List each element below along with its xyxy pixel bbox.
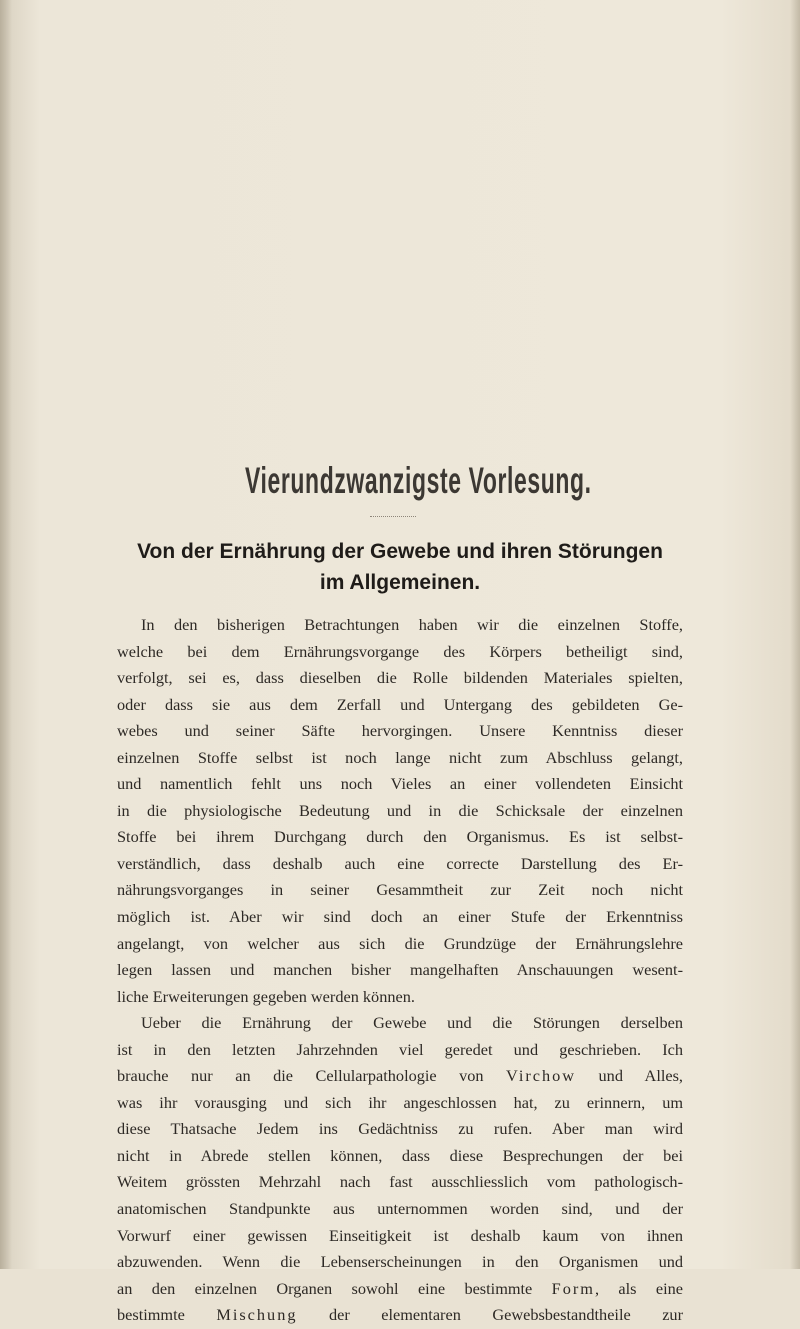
text-line <box>117 1276 683 1303</box>
text-line: legen lassen und manchen bisher mangelhaften Anschauungen wesent- <box>117 960 683 980</box>
section-heading <box>130 536 670 598</box>
body-text <box>117 612 683 1329</box>
text-run: bestimmte <box>117 1305 217 1325</box>
emphasis-form: Form <box>551 1278 595 1298</box>
text-line: Weitem grössten Mehrzahl nach fast ausschliesslich vom pathologisch- <box>117 1172 683 1192</box>
text-line: nährungsvorganges in seiner Gesammtheit zur Zeit noch nicht <box>117 880 683 900</box>
text-line: verfolgt, sei es, dass dieselben die Rolle bildenden Materiales spielten, <box>117 668 683 688</box>
title-rule <box>370 516 416 517</box>
text-run: , als eine <box>594 1278 683 1298</box>
text-line: und namentlich fehlt uns noch Vieles an einer vollendeten Einsicht <box>117 774 683 794</box>
chapter-title: Vierundzwanzigste Vorlesung. <box>245 460 592 501</box>
text-line: webes und seiner Säfte hervorgingen. Unsere Kenntniss dieser <box>117 721 683 741</box>
text-line: liche Erweiterungen gegeben werden können. <box>117 986 415 1006</box>
text-line: Stoffe bei ihrem Durchgang durch den Organismus. Es ist selbst- <box>117 827 683 847</box>
text-line: angelangt, von welcher aus sich die Grundzüge der Ernährungslehre <box>117 933 683 953</box>
section-heading-line-2: im Allgemeinen. <box>319 571 481 594</box>
text-line <box>117 1063 683 1090</box>
text-line: Ueber die Ernährung der Gewebe und die Störungen derselben <box>141 1013 683 1033</box>
text-line: möglich ist. Aber wir sind doch an einer Stufe der Erkenntniss <box>117 907 683 927</box>
text-line: in die physiologische Bedeutung und in die Schicksale der einzelnen <box>117 800 683 820</box>
text-run: der elementaren Gewebsbestandtheile zur <box>297 1305 683 1325</box>
text-line <box>117 1302 683 1329</box>
text-line: diese Thatsache Jedem ins Gedächtniss zu rufen. Aber man wird <box>117 1119 683 1139</box>
text-line: abzuwenden. Wenn die Lebenserscheinungen in den Organismen und <box>117 1252 683 1272</box>
text-line: welche bei dem Ernährungsvorgange des Körpers betheiligt sind, <box>117 641 683 661</box>
text-line: anatomischen Standpunkte aus unternommen worden sind, und der <box>117 1199 683 1219</box>
text-line: Vorwurf einer gewissen Einseitigkeit ist deshalb kaum von ihnen <box>117 1225 683 1245</box>
text-line: In den bisherigen Betrachtungen haben wir die einzelnen Stoffe, <box>141 615 683 634</box>
text-line: nicht in Abrede stellen können, dass diese Besprechungen der bei <box>117 1145 683 1165</box>
text-run: und Alles, <box>576 1066 683 1086</box>
text-run: brauche nur an die Cellularpathologie von <box>117 1066 507 1086</box>
emphasis-mischung: Mischung <box>216 1305 298 1325</box>
text-line: ist in den letzten Jahrzehnden viel geredet und geschrieben. Ich <box>117 1039 683 1059</box>
text-run: an den einzelnen Organen sowohl eine bestimmte <box>117 1278 552 1298</box>
section-heading-line-1: Von der Ernährung der Gewebe und ihren Störungen <box>137 540 663 563</box>
text-line: was ihr vorausging und sich ihr angeschlossen hat, zu erinnern, um <box>117 1092 683 1112</box>
text-line: einzelnen Stoffe selbst ist noch lange nicht zum Abschluss gelangt, <box>117 747 683 767</box>
text-line: oder dass sie aus dem Zerfall und Untergang des gebildeten Ge- <box>117 694 683 714</box>
author-name: Virchow <box>506 1066 577 1086</box>
text-line: verständlich, dass deshalb auch eine correcte Darstellung des Er- <box>117 853 683 873</box>
